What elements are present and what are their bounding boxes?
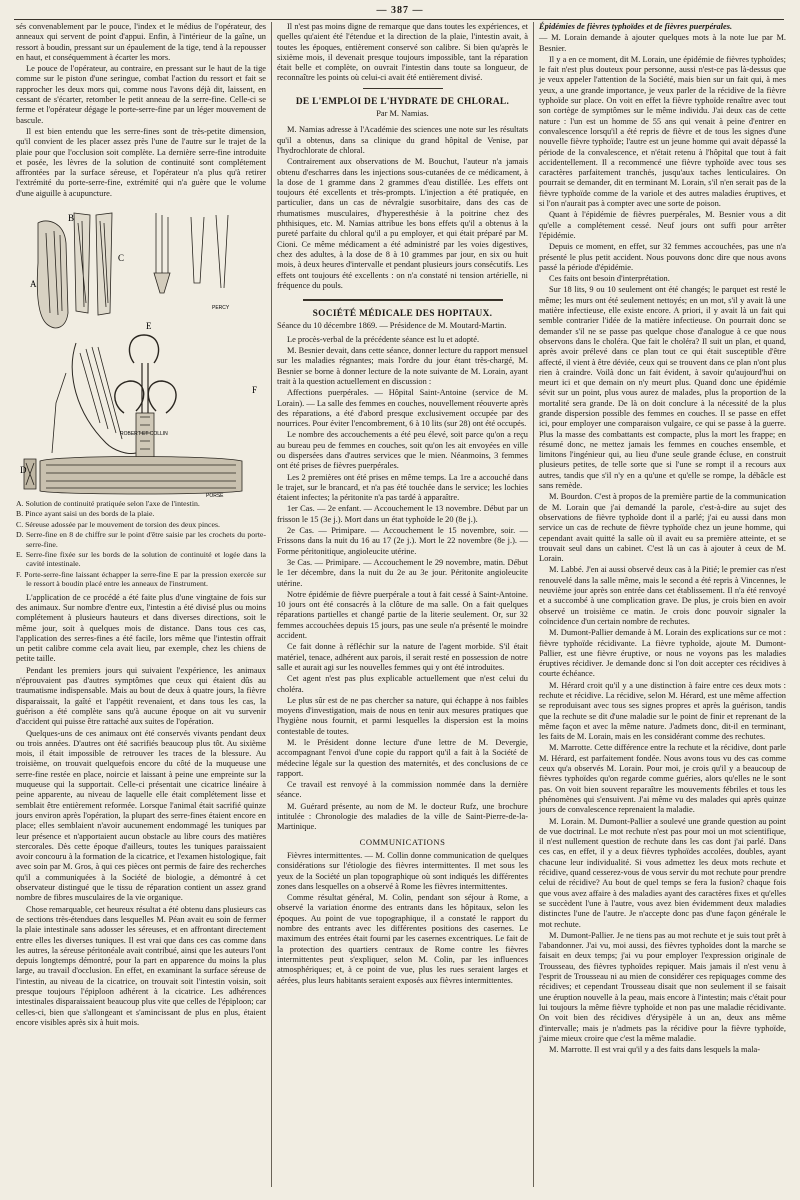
surgical-instrument-figure	[16, 203, 266, 500]
paragraph: Le procès-verbal de la précédente séance est lu et adopté.	[287, 334, 480, 344]
column-right	[539, 22, 786, 1190]
maker-label-porse: PORSE	[206, 493, 224, 500]
paragraph: M. le Président donne lecture d'une lettre de M. Devergie, accompagnant l'envoi d'une copie du rapport qu'il a fait à la Société de médecine légale sur la question des maternités, et des conclusions de ce rapport.	[277, 738, 528, 778]
communications-heading: COMMUNICATIONS	[359, 836, 446, 847]
paragraph: M. Namias adresse à l'Académie des sciences une note sur les résultats qu'il a obtenus, dans sa clinique du grand hôpital de Venise, par l'hydrochlorate de chloral.	[277, 125, 528, 155]
paragraph: M. Besnier devait, dans cette séance, donner lecture du rapport mensuel sur les maladies régnantes; mais l'ordre du jour étant très-chargé, M. Besnier se borne à donner lecture de la note suivante de M. Lorain, ayant trait à la question actuellement en discussion :	[277, 346, 528, 386]
paragraph: M. Lorain. M. Dumont-Pallier a soulevé une grande question au point de vue doctrinal. Le mot rechute n'est pas pour moi un mot scientifique, il n'est nullement question de rechute dans les cas dont j'ai parlé. Dans ces cas, en effet, il y a deux fièvres typhoïdes accolées, doubles, ayant chacune leur individualité. Si vous admettez les deux mots rechute et récidive, quand cesserez-vous de vous servir du mot rechute pour prendre celui de récidive? Au bout de quel temps se fera la fusion? chaque fois que vous avez affaire à des maladies ayant des caractères fixes et qu'elles se succèdent l'une à l'autre, vous avez bien évidemment deux maladies distinctes l'une de l'autre. Je n'accepte donc pas d'une façon générale le mot rechute.	[539, 816, 786, 929]
paragraph: M. Guérard présente, au nom de M. le docteur Rufz, une brochure intitulée : Chronologie des maladies de la ville de Saint-Pierre-de-la-Martinique.	[277, 801, 528, 832]
paragraph: Le plus sûr est de ne pas chercher sa nature, qui échappe à nos faibles moyens d'investigation, mais de nous en tenir aux mesures pratiques que l'hygiène nous fournit, et parmi lesquelles la dispersion est la moins contestable de toutes.	[277, 695, 528, 736]
instrument-engraving	[16, 203, 266, 500]
article-title-society: SOCIÉTÉ MÉDICALE DES HOPITAUX.	[312, 309, 493, 320]
ornamental-divider	[303, 299, 503, 301]
paragraph: M. Labbé. J'en ai aussi observé deux cas à la Pitié; le premier cas n'est renouvelé dans la salle même, mais le second a été repris à Vincennes, le neuvième jour après son entrée dans cet établissement. Il n'a été renvoyé et a succombé à une complication grave. De plus, je crois bien en avoir observé un troisième ce matin. Je crois donc pouvoir signaler la coïncidence d'un certain nombre de rechutes.	[539, 565, 786, 626]
paragraph: M. Dumont-Pallier. Je ne tiens pas au mot rechute et je suis tout prêt à l'abandonner. J'ai vu, moi aussi, des fièvres typhoïdes dont la marche se faisait en deux temps; j'ai vu pour employer l'expression originale de Trousseau, des fièvres typhoïdes repiquer. Mais jamais il n'est venu à l'esprit de Trousseau ni au mien de considérer ces repiquages comme des récidives; et cependant Trousseau disait que non seulement il se faisait une éruption nouvelle à la peau, mais encore à l'intestin; mais c'était pour lui toujours la même fièvre typhoïde et non pas une maladie récidivante. On voit bien des récidives d'érysipèle à un an, deux ans même d'intervalle; mais je n'admets pas la récidive pour la fièvre typhoïde, j'aime mieux croire que c'est la même maladie.	[539, 930, 786, 1043]
legend-item: B. Pince ayant saisi un des bords de la plaie.	[16, 509, 155, 519]
article-author: Par M. Namias.	[376, 109, 429, 119]
paragraph: Ces faits ont besoin d'interprétation.	[549, 274, 670, 284]
column-separator	[533, 22, 534, 1187]
paragraph: M. Hérard croit qu'il y a une distinction à faire entre ces deux mots : rechute et récidive. La récidive, selon M. Hérard, est une même affection se reproduisant avec tous ses signes propres et après la guérison, tandis que la rechute se dit d'une maladie sur le point de finir et reprenant de la même façon et avec la même nature. J'admets donc, dit-il en terminant, les faits de M. Lorain, mais en les considérant comme des rechutes.	[539, 680, 786, 742]
paragraph: 3e Cas. — Primipare. — Accouchement le 29 novembre, matin. Début le 1er décembre, dans la nuit du 2e au 3e jour. Péritonite angioleucite utérine.	[277, 557, 528, 588]
paragraph: 1er Cas. — 2e enfant. — Accouchement le 13 novembre. Début par un frisson le 15 (3e j.). Mort dans un état typhoïde le 20 (8e j.).	[277, 504, 528, 524]
paragraph: Quelques-uns de ces animaux ont été conservés vivants pendant deux ou trois années. D'autres ont été sacrifiés beaucoup plus tôt. Au sixième mois, il était impossible de retrouver les traces de la blessure. Au troisième, on trouvait quelquefois encore du côté de la muqueuse une serre-fine restée en place, noircie et laissant à peine une empreinte sur la muqueuse qui la supportait. Celle-ci présentait une cicatrice linéaire à peine apparente, au niveau de laquelle elle était complétement lisse et semblait être entièrement reformée. Lorsque l'animal était sacrifié quinze jours environ après l'opération, la plupart des serre-fines étaient encore en place; elles semblaient n'avoir aucunement endommagé les tuniques par leur présence et n'apportaient aucun obstacle au libre cours des matières stercorales. Dès cette époque d'ailleurs, toutes les tuniques paraissaient avoir concouru à la formation de la cicatrice, et l'examen histologique, fait avec soin par M. Gros, à qui ces pièces ont permis de faire des recherches qu'il a communiquées à la Société de biologie, a démontré à cet observateur distingué que le tissu de réparation contient un assez grand nombre de fibres musculaires de la vie organique.	[16, 728, 266, 903]
paragraph: Il n'est pas moins digne de remarque que dans toutes les expériences, et quelles qu'aient été l'étendue et la direction de la plaie, l'intestin avait, à toutes les époques, entièrement conservé son calibre. Si bien qu'après le sixième mois, il devenait presque toujours impossible, tant la réparation était belle et complète, on ouvrait l'intestin dans toute sa longueur, de reconnaître les points où celui-ci avait été entièrement divisé.	[277, 22, 528, 83]
paragraph: Notre épidémie de fièvre puerpérale a tout à fait cessé à Saint-Antoine. 10 jours ont été consacrés à la clôture de ma salle. On a fait quelques réparations partielles et changé partie de la literie seulement. Or, sur 32 femmes accouchées depuis 15 jours, pas une seule n'a présenté le moindre accident.	[277, 589, 528, 641]
page-number: — 387 —	[376, 5, 424, 16]
paragraph: Chose remarquable, cet heureux résultat a été obtenu dans plusieurs cas de sections très-étendues dans lesquelles M. Péan avait eu soin de fermer la plaie intestinale sans adosser les séreuses, et en affrontant directement entre elles les diverses tuniques. Il est vrai que dans ces cas comme dans les autres, la séreuse péritonéale avait contribué, ainsi que les auteurs l'ont depuis longtemps démontré, pour la part en apparence du moins la plus large, au travail d'occlusion. En effet, en examinant la surface séreuse de l'intestin, au niveau de la cicatrice, on trouvait soit l'intestin voisin, soit presque toujours l'épiploon adhérent à la cicatrice. Les adhérences intestinales disparaissaient beaucoup plus vite que celles de l'épiploon; car celles-ci, bien que s'allongeant et s'amincissant de plus en plus, étaient encore visibles après six à huit mois.	[16, 904, 266, 1027]
paragraph: M. Marrotte. Il est vrai qu'il y a des faits dans lesquels la mala-	[549, 1045, 761, 1055]
figure-label-d: D	[20, 465, 27, 476]
section-divider	[363, 88, 443, 89]
maker-label-percy: PERCY	[212, 305, 230, 312]
figure-label-f: F	[252, 385, 258, 396]
paragraph: 2e Cas. — Primipare. — Accouchement le 15 novembre, soir. — Frissons dans la nuit du 16 au 17 (2e j.). Mort le 22 novembre (8e j.). — Forme péritonitique, angioleucite utérine.	[277, 526, 528, 556]
paragraph: Sur 18 lits, 9 ou 10 seulement ont été changés; le parquet est resté le même; les murs ont été seulement nettoyés; en un mot, s'il y avait là une matière infectieuse, elle existe encore. A priori, il y avait là un fait qui semble contrarier l'idée de la matière infectieuse. On pourrait donc se demander s'il ne se passe pas quelque chose d'analogue à ce que nous observons dans le choléra. Que fait le choléra? Il suit un plan, et quand, après avoir prélevé dans ce plan tout ce qui était susceptible d'être affecté, il vient à être déviée, ceux qui se trouvent dans ce plan n'ont plus rien à craindre. Voilà donc un fait évident, à savoir qu'aujourd'hui on meurt ici et que demain on n'y meurt plus. Quand donc une épidémie sévit sur un point, plus vous aurez de malades, plus la proportion de la mortalité sera grande. De là on doit conclure à la nécessité de la plus grande dispersion possible des femmes en couches. Il se passe en effet ici, pour employer une comparaison vulgaire, ce qui se passe à la guerre. Plus la masse des combattants est compacte, plus la mort les frappe; en résumé donc, ne mettez jamais les femmes en couches ensemble, et limitons l'ingénieur qui, au lieu d'une seule grande écluse, en construit plusieurs petites, de telle sorte que si l'une se rompt il a recours aux autres, tandis que s'il n'y en a qu'une et qu'elle se rompe, la débâcle est sans remède.	[539, 285, 786, 491]
paragraph: Pendant les premiers jours qui suivaient l'expérience, les animaux n'éprouvaient pas d'autres symptômes que ceux qui étaient dûs au traumatisme indispensable. Mais au bout de deux à quatre jours, la fièvre disparaissait, la gaîté et l'appétit revenaient, et dans tous les cas, la guérison a été complète sans qu'à aucune époque on ait vu survenir d'accident qui puisse être rattaché aux suites de l'opération.	[16, 665, 266, 727]
paragraph: — M. Lorain demande à ajouter quelques mots à la note lue par M. Besnier.	[539, 33, 786, 53]
paragraph: Le pouce de l'opérateur, au contraire, en pressant sur le haut de la tige comme sur le piston d'une seringue, combat l'action du ressort et fait se rapprocher les deux mors qui, comme nous l'avons déjà dit, laissent, en cessant de s'écarter, retomber le petit anneau de la serre-fine. Celle-ci se ferme et l'opérateur dégage le porte-serre-fine par un léger mouvement de bascule.	[16, 64, 266, 125]
figure-label-b: B	[68, 213, 75, 224]
legend-item: A. Solution de continuité pratiquée selon l'axe de l'intestin.	[16, 499, 200, 509]
legend-item: F. Porte-serre-fine laissant échapper la serre-fine E par la pression exercée sur le ressort à boudin placé entre les anneaux de l'instrument.	[16, 569, 266, 589]
paragraph: Comme résultat général, M. Colin, pendant son séjour à Rome, a observé la variation énorme des entrants dans les hôpitaux, selon les époques. Au point de vue topographique, il a constaté le rapport du nombre des entrants avec les différentes positions des casernes. Le maximum des entrées était fourni par les casernes excentriques. Le fait de la protection des quartiers centraux de Rome contre les fièvres intermittentes peut s'expliquer, selon M. Colin, par les influences atmosphériques; et, à ce point de vue, plus les rues seraient larges et aérées, plus leurs habitants seraient exposés aux fièvres intermittentes.	[277, 893, 528, 985]
paragraph: Depuis ce moment, en effet, sur 32 femmes accouchées, pas une n'a présenté le plus petit accident. Nous pouvons donc dire que nous avons passé la période d'épidémie.	[539, 242, 786, 272]
paragraph: Les 2 premières ont été prises en même temps. La 1re a accouché dans le trajet, sur le brancard, et n'a pas été touchée dans le service; les lochies étaient infectes; la péritonite n'a pas tardé à apparaître.	[277, 472, 528, 503]
figure-label-a: A	[30, 279, 37, 290]
section-heading-epidemics: Épidémies de fièvres typhoïdes et de fièvres puerpérales.	[539, 22, 733, 31]
paragraph: sés convenablement par le pouce, l'index et le médius de l'opérateur, des anneaux qui servent de point d'appui. Enfin, à l'intérieur de la gaîne, un ressort à boudin, pressant sur un épaulement de la tige, tend à la repousser en haut, et conséquemment à écarter les mors.	[16, 22, 266, 62]
paragraph: M. Dumont-Pallier demande à M. Lorain des explications sur ce mot : fièvre typhoïde récidivante. La fièvre typhoïde, ajoute M. Dumont-Pallier, est une fièvre éruptive, or nous ne voyons pas les maladies éruptives récidiver. Je demande donc si l'on doit accepter ces récidives à courte échéance.	[539, 628, 786, 679]
paragraph: Il est bien entendu que les serre-fines sont de très-petite dimension, qu'il convient de les placer assez près l'une de l'autre sur le trajet de la plaie pour que l'occlusion soit complète. La dernière serre-fine introduite et posée, les lèvres de la solution de continuité sont complétement affrontées par la surface séreuse, et l'opérateur n'a plus qu'à retirer l'extrémité du porte-serre-fine, extrémité qui n'a guère que le volume d'une aiguille à acupuncture.	[16, 126, 266, 198]
header-rule	[14, 19, 784, 20]
legend-item: C. Séreuse adossée par le mouvement de torsion des deux pinces.	[16, 519, 220, 529]
legend-item: D. Serre-fine en 8 de chiffre sur le point d'être saisie par les crochets du porte-serre-fine.	[16, 530, 266, 549]
paragraph: Ce fait donne à réfléchir sur la nature de l'agent morbide. S'il était matériel, tenace, adhérent aux parois, il serait resté en possession de notre salle et aurait agi sur les nouvelles femmes qui y ont été introduites.	[277, 642, 528, 672]
paragraph: Cet agent n'est pas plus explicable actuellement que n'est celui du choléra.	[277, 674, 528, 694]
figure-legend	[16, 499, 266, 589]
paragraph: Ce travail est renvoyé à la commission nommée dans la dernière séance.	[277, 780, 528, 800]
paragraph: M. Marrotte. Cette différence entre la rechute et la récidive, dont parle M. Hérard, est parfaitement fondée. Nous avons tous vu des cas comme ceux qu'a observés M. Lorain. Pour moi, je crois qu'il y a beaucoup de fièvres typhoïdes qu'on regarde comme guéries, alors qu'elles ne le sont pas. On voit bien souvent reparaître les mouvements fébriles et tous les phénomènes qui s'ensuivent. J'ai même vu des malades qui après quinze jours de convalescence reprenaient la maladie.	[539, 743, 786, 815]
legend-item: E. Serre-fine fixée sur les bords de la solution de continuité et logée dans la cavité intestinale.	[16, 550, 266, 569]
paragraph: L'application de ce procédé a été faite plus d'une vingtaine de fois sur des animaux. Sur nombre d'entre eux, l'intestin a été divisé plus ou moins complétement à plusieurs hauteurs et dans diverses directions, soit le même jour, soit à quelques mois de distance. Dans tous ces cas, l'application des serres-fines a été facile, lors même que l'intestin offrait un petit calibre comme cela avait lieu, par exemple, chez les chiens de petite taille.	[16, 592, 266, 664]
paragraph: Affections puerpérales. — Hôpital Saint-Antoine (service de M. Lorain). — La salle des femmes en couches, nouvellement réouverte après des réparations, a été d'abord presque exclusivement occupée par des nourrices. Pour éviter l'encombrement, 6 à 10 lits (sur 28) ont été occupés.	[277, 388, 528, 429]
article-title-chloral: DE L'EMPLOI DE L'HYDRATE DE CHLORAL.	[295, 96, 510, 107]
column-left	[16, 22, 266, 1190]
paragraph: M. Bourdon. C'est à propos de la première partie de la communication de M. Lorain que j'ai demandé la parole, c'est-à-dire au sujet des observations de fièvre typhoïde dont il a parlé; j'ai eu aussi dans mon service un cas de rechute de fièvre typhoïde chez un jeune homme, qui cependant avait quitté la salle où il avait eu sa première atteinte, et se trouvait seul dans un cabinet. C'est là un cas à ajouter à ceux de M. Lorain.	[539, 492, 786, 564]
column-separator	[271, 22, 272, 1187]
figure-label-c: C	[118, 253, 125, 264]
figure-label-e: E	[146, 321, 152, 332]
paragraph: Contrairement aux observations de M. Bouchut, l'auteur n'a jamais obtenu d'escharres dans les injections sous-cutanées de ce médicament, à la dose de 1 gramme dans 2 grammes d'eau distillée. Les effets ont toujours été excellents et très-prompts. L'injection a été pratiquée, en particulier, dans un cas de névralgie susorbitaire, dans des cas de rhumatismes musculaires, d'hyperesthésie à la poitrine chez des phthisiques, etc. M. Namias attribue les bons effets qu'il a obtenus à la pureté parfaite du chloral qu'il a pu employer, et qui était préparé par M. Cioni. Ce même médicament a été administré par les voies digestives, chez des adultes, à la dose de 8 à 10 grammes par jour, en six ou huit mois, à deux heures d'intervalle et pendant plusieurs jours consécutifs. Les effets ont toujours été excellents : on n'a constaté ni tension artérielle, ni fréquence du pouls.	[277, 157, 528, 290]
session-line: Séance du 10 décembre 1869. — Présidence de M. Moutard-Martin.	[277, 321, 507, 331]
paragraph: Le nombre des accouchements a été peu élevé, soit parce qu'on a reçu au bureau peu de femmes en couches, soit qu'on les ait envoyées en ville ou dispersées dans d'autres services que le mien. Néanmoins, 3 femmes ont été prises de fièvres puerpérales.	[277, 430, 528, 471]
paragraph: Fièvres intermittentes. — M. Collin donne communication de quelques considérations sur l'étiologie des fièvres intermittentes. Il met sous les yeux de la Société un plan topographique où sont indiqués les différentes zones dans lesquelles on a observé à Rome les fièvres intermittentes.	[277, 850, 528, 891]
paragraph: Il y a en ce moment, dit M. Lorain, une épidémie de fièvres typhoïdes; le fait n'est plus douteux pour personne, aussi n'est-ce pas là-dessus que je veux appeler l'attention de la Société, mais bien sur un fait qui, à mes yeux, a une grande importance, je veux parler de la récidive de la fièvre typhoïde sur place. On voit en effet la fièvre typhoïde renaître avec tout son cortège de symptômes sur le même individu. J'ai deux cas de cette nature : l'un est un homme de 55 ans qui venait à peine d'entrer en convalescence lorsqu'il a été repris de fièvre et de tous les signes d'une nouvelle fièvre typhoïde; l'autre est un jeune homme qui avait dépassé la période de la convalescence, et n'était retenu à l'hôpital que tout à fait accidentellement. Il a recommencé une fièvre typhoïde avec tous ses caractères parfaitement tranchés, jusqu'aux taches lenticulaires. On pourrait se demander, dit en terminant M. Lorain, s'il n'en serait pas de la fièvre typhoïde comme de la variole et des autres maladies éruptives, et si l'on n'aurait pas à compter avec une sorte de poison.	[539, 54, 786, 209]
paragraph: Quant à l'épidémie de fièvres puerpérales, M. Besnier vous a dit qu'elle a complétement cessé. Neuf jours ont suffi pour arrêter l'épidémie.	[539, 210, 786, 240]
maker-label-robert-collin: ROBERT ET COLLIN	[120, 431, 168, 438]
column-middle	[277, 22, 528, 1190]
